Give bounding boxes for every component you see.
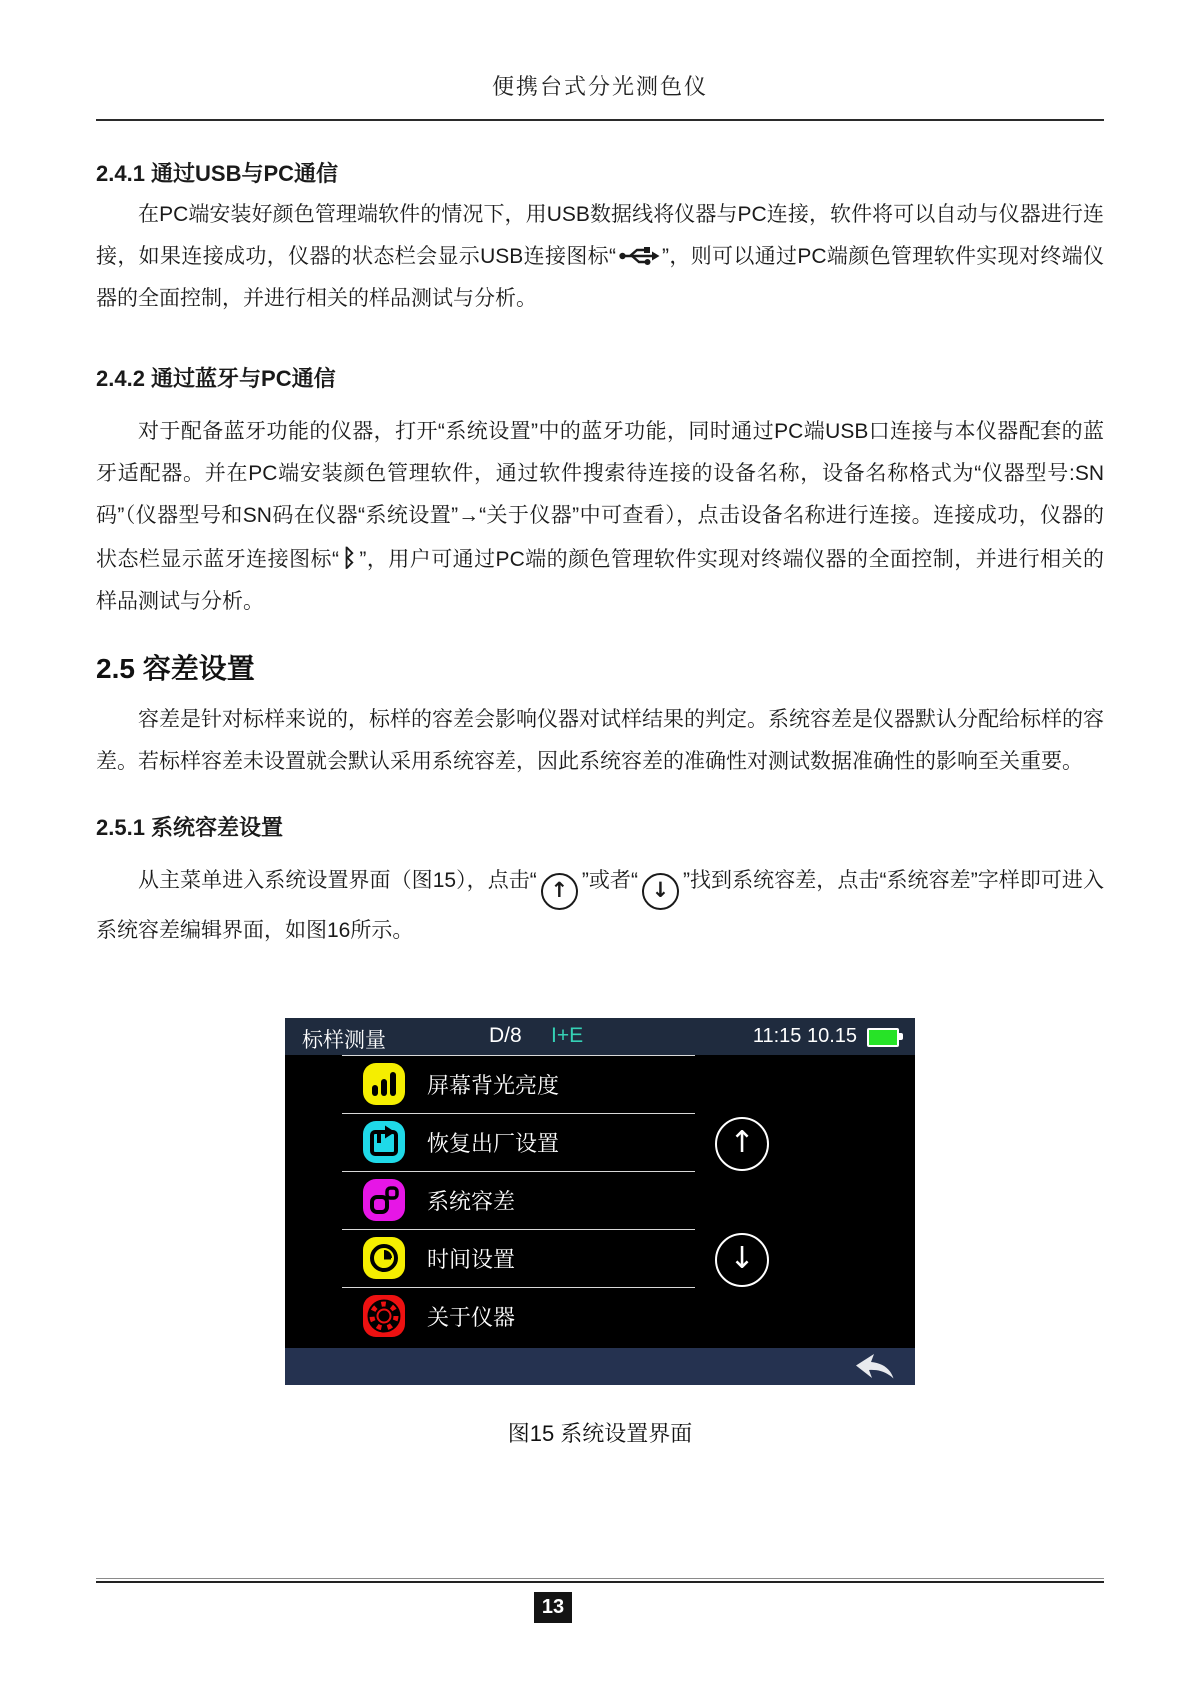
menu-item-label: 恢复出厂设置 xyxy=(427,1131,560,1156)
paragraph-2-5-1 xyxy=(96,860,1104,952)
paragraph-text: 在PC端安装好颜色管理端软件的情况下，用USB数据线将仪器与PC连接，软件将可以自动与仪器进行连接，如果连接成功，仪器的状态栏会显示USB连接图标“ xyxy=(96,203,1104,268)
menu-item-system-tolerance xyxy=(285,1171,915,1229)
usb-icon xyxy=(618,245,660,267)
menu-divider xyxy=(342,1229,695,1230)
paragraph-2-5: 容差是针对标样来说的，标样的容差会影响仪器对试样结果的判定。系统容差是仪器默认分配给标样的容差。若标样容差未设置就会默认采用系统容差，因此系统容差的准确性对测试数据准确性的影响至关重要。 xyxy=(96,708,1104,773)
figure-caption: 图15 系统设置界面 xyxy=(507,1421,693,1446)
scroll-up-arrow: ↑ xyxy=(729,1125,755,1160)
menu-divider xyxy=(342,1287,695,1288)
menu-divider xyxy=(342,1171,695,1172)
scroll-up-button xyxy=(715,1117,769,1171)
section-heading-2-5: 2.5 容差设置 xyxy=(96,653,255,684)
figure-15 xyxy=(96,1018,1104,1448)
paragraph-text: ”或者“ xyxy=(581,869,638,892)
time-setting-icon xyxy=(362,1236,406,1280)
status-mode-label: 标样测量 xyxy=(302,1029,386,1052)
scroll-down-arrow: ↓ xyxy=(729,1241,755,1276)
up-arrow-icon: ↑ xyxy=(541,873,578,910)
footer-divider xyxy=(96,1578,1104,1583)
menu-item-time-setting xyxy=(285,1229,915,1287)
device-status-bar xyxy=(285,1018,915,1055)
factory-reset-icon xyxy=(362,1120,406,1164)
header-divider xyxy=(96,119,1104,121)
menu-item-label: 关于仪器 xyxy=(427,1305,516,1330)
scroll-down-button xyxy=(715,1233,769,1287)
paragraph-text: ”，用户可通过PC端的颜色管理软件实现对终端仪器的全面控制，并进行相关的样品测试与分析。 xyxy=(96,548,1104,613)
status-geometry-label: D/8 xyxy=(489,1024,522,1047)
menu-divider xyxy=(342,1055,695,1056)
backlight-brightness-icon xyxy=(362,1062,406,1106)
settings-menu xyxy=(285,1055,915,1345)
section-heading-2-4-2: 2.4.2 通过蓝牙与PC通信 xyxy=(96,366,336,391)
status-illuminant-label: I+E xyxy=(551,1024,584,1047)
status-datetime: 11:15 10.15 xyxy=(752,1025,857,1047)
menu-item-factory-reset xyxy=(285,1113,915,1171)
paragraph-2-4-1 xyxy=(96,194,1104,320)
section-heading-2-4-1: 2.4.1 通过USB与PC通信 xyxy=(96,161,339,186)
menu-item-label: 屏幕背光亮度 xyxy=(427,1073,560,1098)
document-body xyxy=(0,157,1200,1448)
paragraph-text: 从主菜单进入系统设置界面（图15），点击“ xyxy=(138,869,537,892)
paragraph-text: 对于配备蓝牙功能的仪器，打开“系统设置”中的蓝牙功能，同时通过PC端USB口连接与本仪器配套的蓝牙适配器。并在PC端安装颜色管理软件，通过软件搜索待连接的设备名称，设备名称格式为“仪器型号:SN码”（仪器型号和SN码在仪器“系统设置”→“关于仪器”中可查看），点击设备名称进行连接。连接成功，仪器的状态栏显示蓝牙连接图标“ xyxy=(96,420,1104,571)
menu-item-about-instrument xyxy=(285,1287,915,1345)
down-arrow-icon: ↓ xyxy=(642,873,679,910)
paragraph-2-4-2 xyxy=(96,411,1104,623)
menu-item-backlight xyxy=(285,1055,915,1113)
back-arrow-icon xyxy=(853,1353,895,1380)
device-screenshot xyxy=(285,1018,915,1385)
menu-divider xyxy=(342,1113,695,1114)
menu-item-label: 系统容差 xyxy=(427,1189,516,1214)
battery-icon xyxy=(867,1028,899,1047)
document-header xyxy=(0,0,1200,121)
device-bottom-bar xyxy=(285,1348,915,1385)
menu-item-label: 时间设置 xyxy=(427,1247,516,1272)
paragraph-text: ”找到系统容差，点击“系统容差”字样即可进入系统容差编辑界面，如图16所示。 xyxy=(96,869,1104,942)
paragraph-text: ”，则可以通过PC端颜色管理软件实现对终端仪器的全面控制，并进行相关的样品测试与分析。 xyxy=(96,245,1104,310)
about-instrument-icon xyxy=(362,1294,406,1338)
bluetooth-icon: ᛒ xyxy=(341,544,357,572)
page-number: 13 xyxy=(534,1592,572,1623)
section-heading-2-5-1: 2.5.1 系统容差设置 xyxy=(96,815,284,840)
document-title: 便携台式分光测色仪 xyxy=(491,74,708,99)
system-tolerance-icon xyxy=(362,1178,406,1222)
